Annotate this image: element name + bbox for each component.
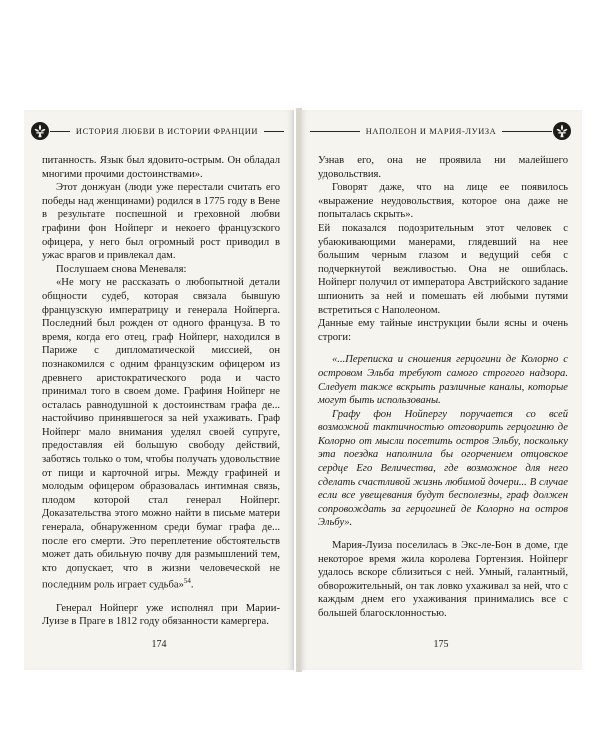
paragraph: Генерал Нойперг уже исполнял при Марии-Луизе в Праге в 1812 году обязанности камергера. [42,602,280,628]
right-running-header [310,120,572,142]
quote-paragraph: «...Переписка и сношения герцогини де Колорно с островом Эльба требуют самого строгого надзора. Следует также вскрыть различные каналы, которые могут быть использованы. [318,354,568,407]
header-rule [264,131,284,132]
header-rule [502,131,552,132]
running-title: НАПОЛЕОН И МАРИЯ-ЛУИЗА [365,126,497,136]
right-body-text [318,154,568,621]
right-page [300,110,582,670]
page-number: 174 [151,639,167,650]
left-body-text [42,154,280,629]
header-rule [310,131,360,132]
left-page [24,110,294,670]
quote-paragraph [42,276,280,592]
quote-text: «Не могу не рассказать о любопытной детали общности судеб, которая связала бывшую французскую императрицу и генерала Нойперга. Последний был рожден от одного француза. В то время, когда его отец, граф Нойперг, находился в Париже с дипломатической миссией, он познакомился с одним французским офицером из древнего аристократического рода и часто принимал того в своем доме. Графиня Нойперг не осталась равнодушной к достоинствам графа де... настойчиво принявшегося за ней ухаживать. Граф Нойперг мало внимания уделял своей супруге, предоставляя ей большую свободу действий, заботясь только о том, чтобы получать удовольствие от пищи и карточной игры. Между графиней и молодым офицером образовалась интимная связь, плодом которой стал генерал Нойперг. Доказательства этого можно найти в письме матери генерала, обнаруженном среди бумаг графа де... после его смерти. Это переплетение обстоятельств может дать обильную почву для размышлений тем, кто допускает, что в жизни человеческой не последним роль играет судьба» [42,277,280,591]
fleur-de-lis-icon [30,121,50,141]
paragraph: Этот донжуан (люди уже перестали считать его победы над женщинами) родился в 1775 году в Вене в результате поспешной и греховной любви графини фон Нойперг и некоего французского офицера, у него был огромный рост приводил в ужас врагов и привлекал дам. [42,182,280,262]
paragraph: питанность. Язык был ядовито-острым. Он обладал многими прочими достоинствами». [42,155,280,180]
quote-end: . [190,579,194,591]
header-rule [50,131,70,132]
running-title: ИСТОРИЯ ЛЮБВИ В ИСТОРИИ ФРАНЦИИ [75,126,259,136]
footnote-ref[interactable]: 54 [183,577,191,586]
paragraph: Говорят даже, что на лице ее появилось «выражение неудовольствия, которое она даже не попыталась скрыть». [318,182,568,221]
left-running-header [30,120,284,142]
paragraph: Мария-Луиза поселилась в Экс-ле-Бон в доме, где некоторое время жила королева Гортензия. Нойперг удалось вскоре сблизиться с ней. Умный, галантный, обворожительный, он так ловко ухаживал за ней, что с каждым днем его ухаживания принимались все с большей благосклонностью. [318,540,568,619]
page-number: 175 [433,639,449,650]
paragraph: Данные ему тайные инструкции были ясны и очень строги: [318,318,568,343]
quote-paragraph: Графу фон Нойпергу поручается со всей возможной тактичностью отговорить герцогиню де Колорно от мысли посетить остров Эльбу, поскольку эта поездка наполнила бы огорчением отцовское сердце Его Величества, где возможное для него сделать счастливой жизнь любимой дочери... В случае если все увещевания будут бесполезны, граф должен сопровождать за герцогиней де Колорно на остров Эльбу». [318,408,568,529]
paragraph: Послушаем снова Меневаля: [56,263,187,275]
paragraph: Узнав его, она не проявила ни малейшего удовольствия. [318,155,568,180]
paragraph: Ей показался подозрительным этот человек с убаюкивающими манерами, глядевший на нее большим черным глазом и ведущий себя с подчеркнутой вежливостью. Она не ошиблась. Нойперг получил от императора Австрийского задание шпионить за ней и помешать ей любыми путями встретиться с Наполеоном. [318,222,568,316]
fleur-de-lis-icon [552,121,572,141]
